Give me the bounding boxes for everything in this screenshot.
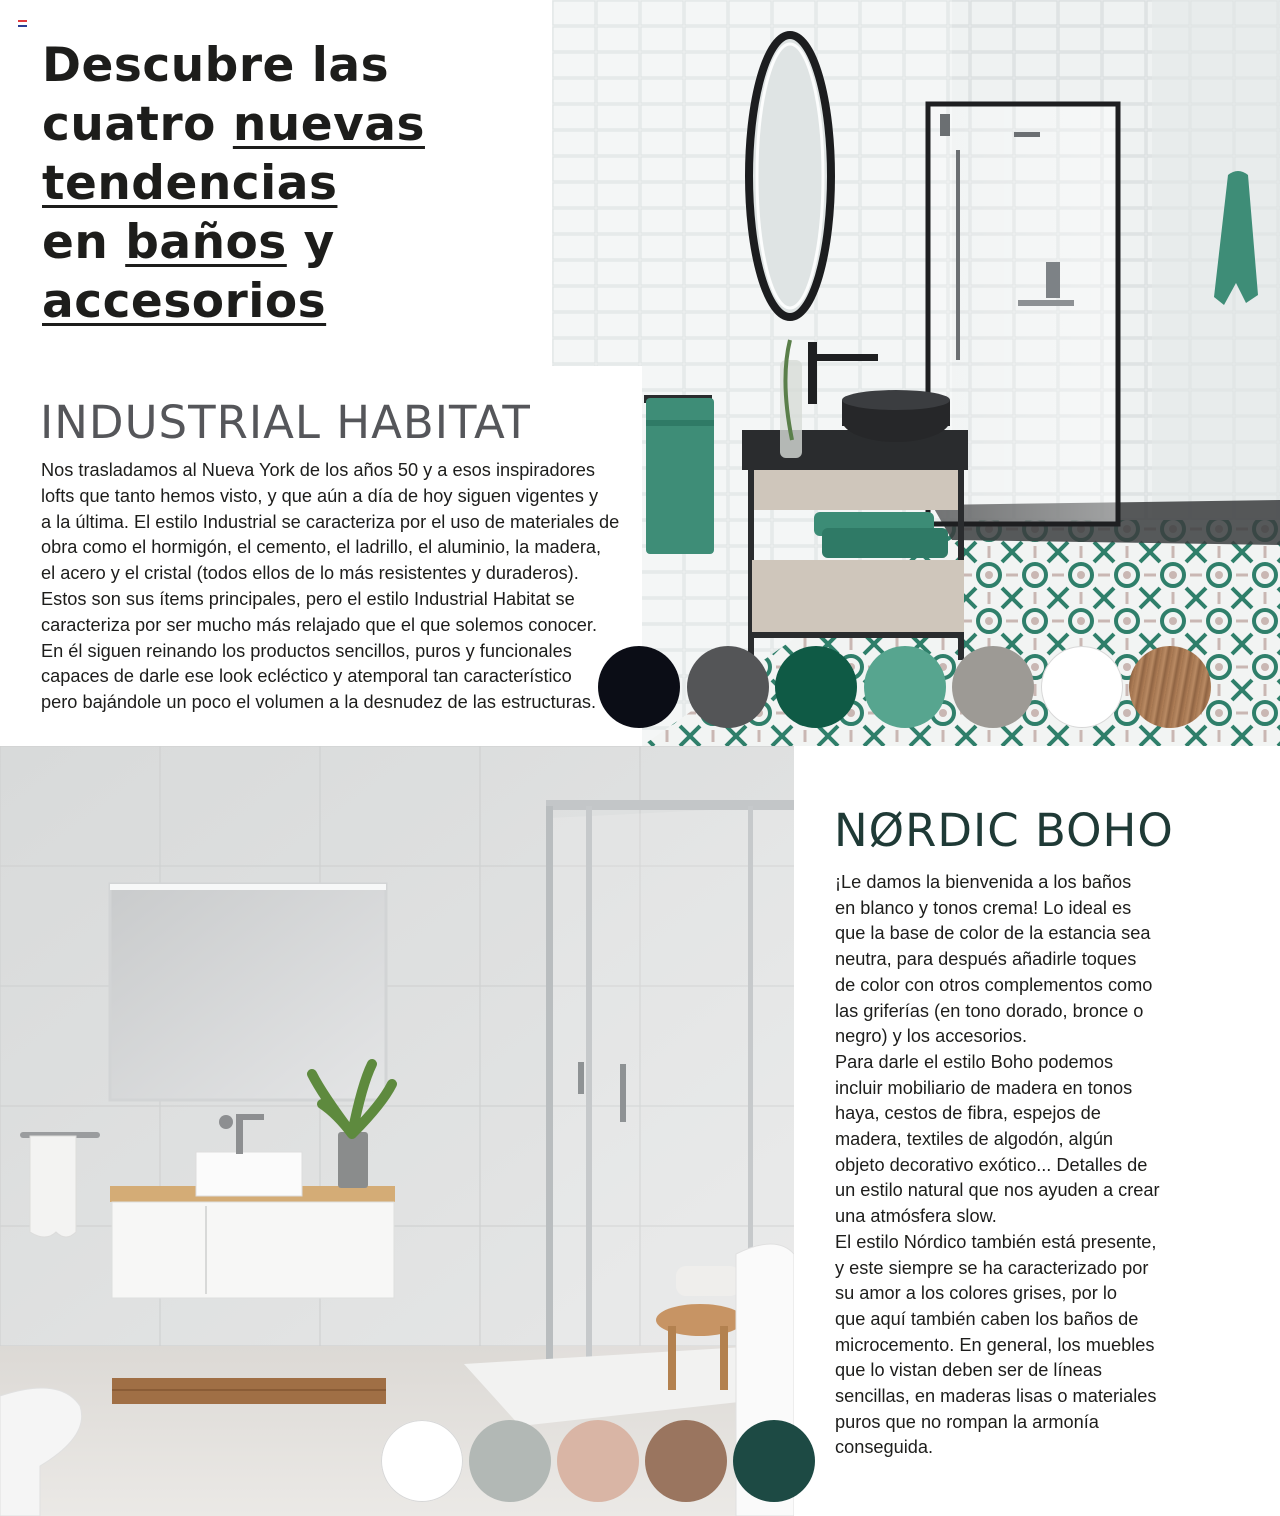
nordic-text-line: negro) y los accesorios. xyxy=(835,1026,1028,1047)
industrial-color-swatch xyxy=(1041,646,1123,728)
nordic-text-line: que lo vistan deben ser de líneas xyxy=(835,1360,1102,1381)
language-flag-icon[interactable] xyxy=(18,20,27,27)
industrial-text-line: a la última. El estilo Industrial se caracteriza por el uso de materiales de xyxy=(41,511,620,532)
nordic-text-line: que la base de color de la estancia sea xyxy=(835,923,1151,944)
headline-line-2: cuatro nuevas xyxy=(42,97,425,152)
industrial-color-swatch xyxy=(864,646,946,728)
nordic-color-swatch xyxy=(645,1420,727,1502)
page-headline xyxy=(42,36,542,331)
nordic-color-swatch xyxy=(733,1420,815,1502)
industrial-text-line: Nos trasladamos al Nueva York de los años 50 y a esos inspiradores xyxy=(41,460,596,480)
nordic-text-line: en blanco y tonos crema! Lo ideal es xyxy=(835,897,1132,918)
nordic-text-line: una atmósfera slow. xyxy=(835,1206,997,1227)
nordic-text-line: El estilo Nórdico también está presente, xyxy=(835,1231,1157,1252)
nordic-text-line: ¡Le damos la bienvenida a los baños xyxy=(835,872,1132,892)
nordic-text-line: de color con otros complementos como xyxy=(835,974,1153,995)
nordic-color-swatch xyxy=(469,1420,551,1502)
nordic-text-line: haya, cestos de fibra, espejos de xyxy=(835,1103,1101,1124)
industrial-color-swatch xyxy=(687,646,769,728)
headline-line-4: en baños y xyxy=(42,215,335,270)
nordic-text-line: su amor a los colores grises, por lo xyxy=(835,1283,1118,1304)
industrial-color-swatch xyxy=(952,646,1034,728)
industrial-color-swatch xyxy=(775,646,857,728)
headline-line-1: Descubre las xyxy=(42,38,390,93)
flag-stripe-blue xyxy=(18,25,27,27)
nordic-description xyxy=(835,870,1265,1461)
industrial-text-line: obra como el hormigón, el cemento, el ladrillo, el aluminio, la madera, xyxy=(41,537,602,558)
nordic-text-line: un estilo natural que nos ayuden a crear xyxy=(835,1180,1160,1201)
nordic-text-line: madera, textiles de algodón, algún xyxy=(835,1129,1114,1150)
headline-line-3: tendencias xyxy=(42,156,338,211)
nordic-text-line: puros que no rompan la armonía xyxy=(835,1411,1099,1432)
nordic-text-line: objeto decorativo exótico... Detalles de xyxy=(835,1154,1148,1175)
industrial-text-line: caracteriza por ser mucho más relajado que el que solemos conocer. xyxy=(41,614,598,635)
nordic-text-line: y este siempre se ha caracterizado por xyxy=(835,1257,1149,1278)
nordic-text-line: incluir mobiliario de madera en tonos xyxy=(835,1077,1133,1098)
industrial-text-line: el acero y el cristal (todos ellos de lo más resistentes y duraderos). xyxy=(41,563,579,584)
industrial-color-swatch xyxy=(598,646,680,728)
nordic-color-swatch xyxy=(557,1420,639,1502)
industrial-text-line: capaces de darle ese look ecléctico y atemporal tan característico xyxy=(41,666,572,687)
industrial-text-line: lofts que tanto hemos visto, y que aún a día de hoy siguen vigentes y xyxy=(41,485,599,506)
industrial-text-line: En él siguen reinando los productos sencillos, puros y funcionales xyxy=(41,640,572,661)
nordic-text-line: las griferías (en tono dorado, bronce o xyxy=(835,1000,1144,1021)
industrial-text-line: pero bajándole un poco el volumen a la desnudez de las estructuras. xyxy=(41,692,597,713)
nordic-text-line: que aquí también caben los baños de xyxy=(835,1308,1139,1329)
industrial-bathroom-photo xyxy=(552,0,1280,746)
nordic-color-swatch xyxy=(381,1420,463,1502)
industrial-color-swatch xyxy=(1129,646,1211,728)
nordic-text-line: microcemento. En general, los muebles xyxy=(835,1334,1155,1355)
nordic-text-line: neutra, para después añadirle toques xyxy=(835,949,1137,970)
industrial-title: INDUSTRIAL HABITAT xyxy=(40,396,531,449)
industrial-text-line: Estos son sus ítems principales, pero el estilo Industrial Habitat se xyxy=(41,588,575,609)
nordic-text-line: sencillas, en maderas lisas o materiales xyxy=(835,1386,1157,1407)
headline-line-5: accesorios xyxy=(42,274,327,329)
industrial-description xyxy=(41,458,620,716)
nordic-title: NØRDIC BOHO xyxy=(834,804,1174,857)
nordic-text-line: conseguida. xyxy=(835,1437,934,1458)
nordic-bathroom-photo xyxy=(0,746,794,1516)
nordic-text-line: Para darle el estilo Boho podemos xyxy=(835,1051,1114,1072)
